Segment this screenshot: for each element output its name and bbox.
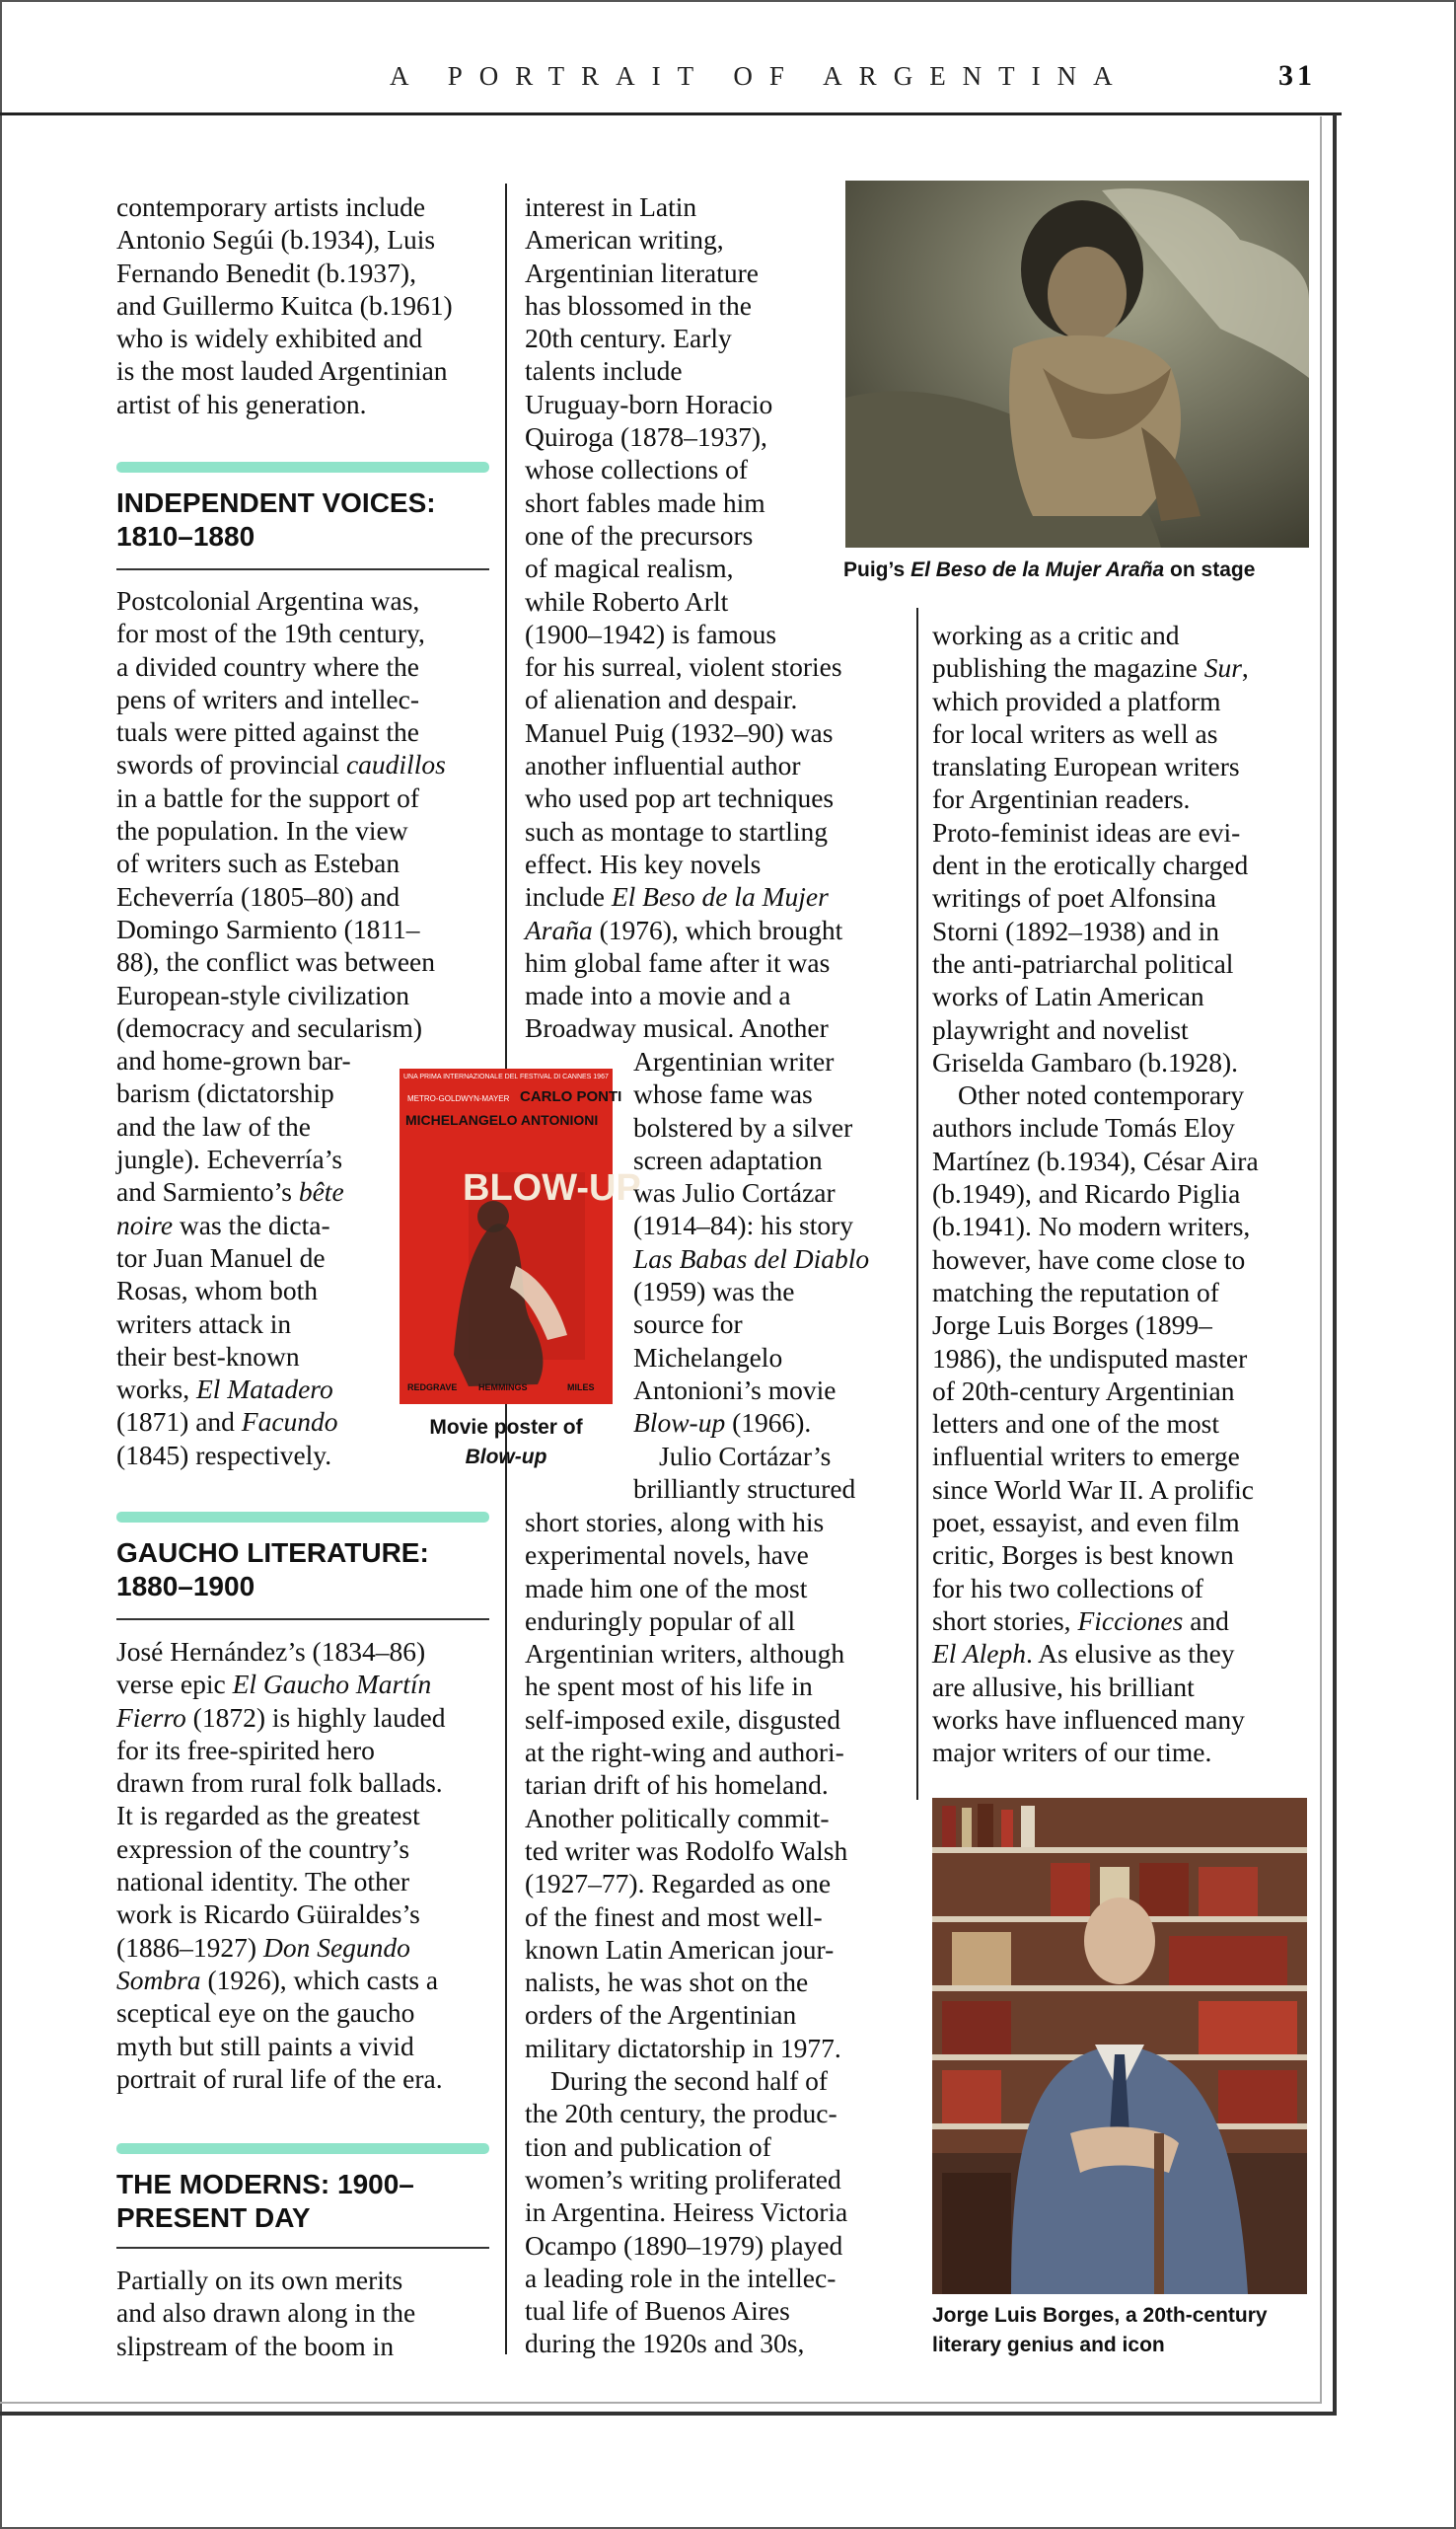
poster-subtitle: METRO-GOLDWYN-MAYER: [407, 1094, 510, 1103]
running-head: A PORTRAIT OF ARGENTINA: [390, 61, 1129, 91]
borges-photo-art: [932, 1798, 1307, 2294]
puig-photo-caption: Puig’s El Beso de la Mujer Araña on stage: [843, 558, 1256, 581]
blow-up-poster-image: [400, 1069, 641, 1404]
col1-section2-body: José Hernández’s (1834–86) verse epic El Gaucho Martín Fierro (1872) is highly lauded for its free-spirited hero drawn from rural folk ballads. It is regarded as the greatest expression of the country’s national identity. The other work is Ricardo Güiraldes’s (1886–1927) Don Segundo Sombra (1926), which casts a sceptical eye on the gaucho myth but still paints a vivid portrait of rural life of the era.: [116, 1636, 446, 2094]
borges-photo: [932, 1798, 1307, 2294]
col2-body-bottom: short stories, along with his experimental novels, have made him one of the most enduringly popular of all Argentinian writers, although he spent most of his life in self-imposed exile, disgusted at the right-wing and authori- tarian drift of his homeland. Another politically commit- ted writer was Rodolfo Walsh (1927–77). Regarded as one of the finest and most well- known Latin American jour- nalists, he was shot on the orders of the Argentinian military dictatorship in 1977. During the second half of the 20th century, the produc- tion and publication of women’s writing proliferated in Argentina. Heiress Victoria Ocampo (1890–1979) played a leading role in the intellec- tual life of Buenos Aires during the 1920s and 30s,: [525, 1507, 848, 2359]
puig-stage-photo-art: [845, 181, 1309, 548]
heading-bar: [116, 462, 489, 473]
section-heading-the-moderns: THE MODERNS: 1900– PRESENT DAY: [116, 2169, 414, 2233]
column-rule-2: [916, 608, 918, 1800]
col1-intro: contemporary artists include Antonio Segúi (b.1934), Luis Fernando Benedit (b.1937), and Guillermo Kuitca (b.1961) who is widely exhibited and is the most lauded Argentinian artist of his generation.: [116, 191, 453, 419]
heading-rule: [116, 1618, 489, 1620]
col1-section1-body: Postcolonial Argentina was, for most of the 19th century, a divided country where the pens of writers and intellec- tuals were pitted against the swords of provincial caudillos in a battle for the support of the population. In the view of writers such as Esteban Echeverría (1805–80) and Domingo Sarmiento (1811– 88), the conflict was between European-style civilization (democracy and secularism) and home-grown bar- barism (dictatorship and the law of the jungle). Echeverría’s and Sarmiento’s bête noire was the dicta- tor Juan Manuel de Rosas, whom both writers attack in their best-known works, El Matadero (1871) and Facundo (1845) respectively.: [116, 585, 446, 1470]
poster-top-text: UNA PRIMA INTERNAZIONALE DEL FESTIVAL DI CANNES 1967: [403, 1074, 609, 1080]
poster-producer: CARLO PONTI: [520, 1088, 622, 1105]
section-heading-gaucho-literature: GAUCHO LITERATURE: 1880–1900: [116, 1537, 429, 1601]
poster-credit-2: HEMMINGS: [478, 1382, 528, 1392]
poster-director: MICHELANGELO ANTONIONI: [405, 1112, 599, 1128]
borges-photo-caption: Jorge Luis Borges, a 20th-century literary genius and icon: [932, 2304, 1268, 2356]
poster-credit-3: MILES: [567, 1382, 595, 1392]
poster-credit-1: REDGRAVE: [407, 1382, 458, 1392]
col1-section3-body: Partially on its own merits and also drawn along in the slipstream of the boom in: [116, 2265, 416, 2361]
heading-bar: [116, 2143, 489, 2154]
col2-body-top: interest in Latin American writing, Argentinian literature has blossomed in the 20th century. Early talents include Uruguay-born Horacio Quiroga (1878–1937), whose collections of short fables made him one of the precursors of magical realism, while Roberto Arlt (1900–1942) is famous for his surreal, violent stories of alienation and despair. Manuel Puig (1932–90) was another influential author who used pop art techniques such as montage to startling effect. His key novels include El Beso de la Mujer Araña (1976), which brought him global fame after it was made into a movie and a Broadway musical. Another: [525, 191, 843, 1044]
page-number: 31: [1278, 59, 1316, 92]
section-heading-independent-voices: INDEPENDENT VOICES: 1810–1880: [116, 487, 436, 552]
puig-stage-photo: [845, 181, 1309, 548]
heading-rule: [116, 2247, 489, 2249]
poster-caption: Movie poster of Blow-up: [429, 1416, 583, 1468]
heading-bar: [116, 1512, 489, 1523]
col3-body: working as a critic and publishing the magazine Sur, which provided a platform for local writers as well as translating European writers for Argentinian readers. Proto-feminist ideas are evi- dent in the erotically charged writings of poet Alfonsina Storni (1892–1938) and in the anti-patriarchal political works of Latin American playwright and novelist Griselda Gambaro (b.1928). Other noted contemporary authors include Tomás Eloy Martínez (b.1934), César Aira (b.1949), and Ricardo Piglia (b.1941). No modern writers, however, have come close to matching the reputation of Jorge Luis Borges (1899– 1986), the undisputed master of 20th-century Argentinian letters and one of the most influential writers to emerge since World War II. A prolific poet, essayist, and even film critic, Borges is best known for his two collections of short stories, Ficciones and El Aleph. As elusive as they are allusive, his brilliant works have influenced many major writers of our time.: [932, 620, 1259, 1768]
poster-title: BLOW-UP: [463, 1167, 641, 1209]
heading-rule: [116, 568, 489, 570]
col2-body-wrap: Argentinian writer whose fame was bolstered by a silver screen adaptation was Julio Cortázar (1914–84): his story Las Babas del Diablo (1959) was the source for Michelangelo Antonioni’s movie Blow-up (1966). Julio Cortázar’s brilliantly structured: [633, 1046, 870, 1504]
